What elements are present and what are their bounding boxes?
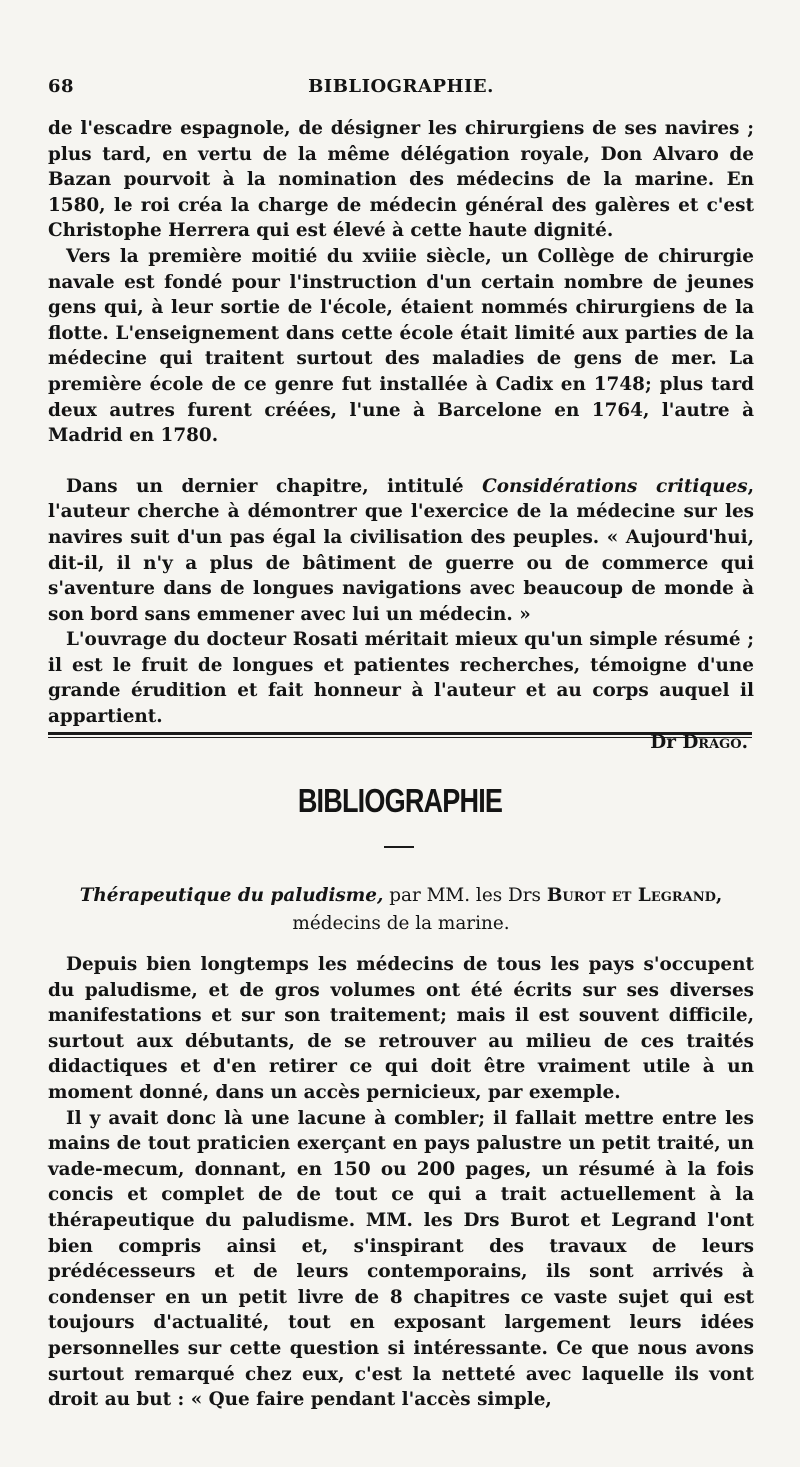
review-paragraph-3 xyxy=(48,474,754,628)
signature-name: Drago. xyxy=(682,731,748,753)
book-by: par MM. les Drs xyxy=(383,885,547,906)
page-number: 68 xyxy=(48,76,75,97)
review-paragraph-2: Vers la première moitié du xviiie siècle, un Collège de chirurgie navale est fondé pour l'instruction d'un certain nombre de jeunes gens qui, à leur sortie de l'école, étaient nommés chirurgiens de la flotte. L'enseignement dans cette école était limité aux parties de la médecine qui traitent surtout des maladies de gens de mer. La première école de ce genre fut installée à Cadix en 1748; plus tard deux autres furent créées, l'une à Barcelone en 1764, l'autre à Madrid en 1780. xyxy=(48,245,754,447)
book-title: Thérapeutique du paludisme, xyxy=(79,885,384,906)
running-title: BIBLIOGRAPHIE. xyxy=(308,76,494,97)
review-paragraph-3-start: Dans un dernier chapitre, intitulé xyxy=(66,475,483,497)
signature-prefix: Dr xyxy=(650,731,676,753)
section-divider-thick xyxy=(48,732,752,735)
chapter-title: Considérations critiques xyxy=(482,475,748,497)
review-paragraph-3-end: , l'auteur cherche à démontrer que l'exercice de la médecine sur les navires suit d'un pas égal la civilisation des peuples. « Aujourd'hui, dit-il, il n'y a plus de bâtiment de guerre ou de commerce qui s'aventure dans de longues navigations avec beaucoup de monde à son bord sans emmener avec lui un médecin. » xyxy=(48,475,754,625)
section-title: BIBLIOGRAPHIE xyxy=(297,782,503,819)
book-review-paragraph-1: Depuis bien longtemps les médecins de tous les pays s'occupent du paludisme, et de gros volumes ont été écrits sur ses diverses manifestations et sur son traitement; mais il est souvent difficile, surtout aux débutants, de se retrouver au milieu de ces traités didactiques et d'en retirer ce qui doit être vraiment utile à un moment donné, dans un accès pernicieux, par exemple. xyxy=(48,954,754,1103)
book-review xyxy=(48,952,754,1413)
book-authors: Burot et Legrand, xyxy=(546,885,723,906)
page-header xyxy=(48,76,754,102)
book-review-paragraph-2: Il y avait donc là une lacune à combler; il fallait mettre entre les mains de tout praticien exerçant en pays palustre un petit traité, un vade-mecum, donnant, en 150 ou 200 pages, un résumé à la fois concis et complet de de tout ce qui a trait actuellement à la thérapeutique du paludisme. MM. les Drs Burot et Legrand l'ont bien compris ainsi et, s'inspirant des travaux de leurs prédécesseurs et de leurs contemporains, ils sont arrivés à condenser en un petit livre de 8 chapitres ce vaste sujet qui est toujours d'actualité, tout en exposant largement leurs idées personnelles sur cette question si intéressante. Ce que nous avons surtout remarqué chez eux, c'est la netteté avec laquelle ils vont droit au but : « Que faire pendant l'accès simple, xyxy=(48,1107,754,1411)
title-dash xyxy=(384,846,414,848)
section-divider-thin xyxy=(48,737,752,738)
review-paragraph-4: L'ouvrage du docteur Rosati méritait mieux qu'un simple résumé ; il est le fruit de longues et patientes recherches, témoigne d'une grande érudition et fait honneur à l'auteur et au corps auquel il appartient. xyxy=(48,629,754,728)
book-reference-line-2: médecins de la marine. xyxy=(292,913,510,934)
review-continuation xyxy=(48,116,754,755)
review-paragraph-1: de l'escadre espagnole, de désigner les chirurgiens de ses navires ; plus tard, en vertu de la même délégation royale, Don Alvaro de Bazan pourvoit à la nomination des médecins de la marine. En 1580, le roi créa la charge de médecin général des galères et c'est Christophe Herrera qui est élevé à cette haute dignité. xyxy=(48,118,754,242)
book-reference xyxy=(48,882,754,938)
book-reference-line-1 xyxy=(48,882,754,910)
